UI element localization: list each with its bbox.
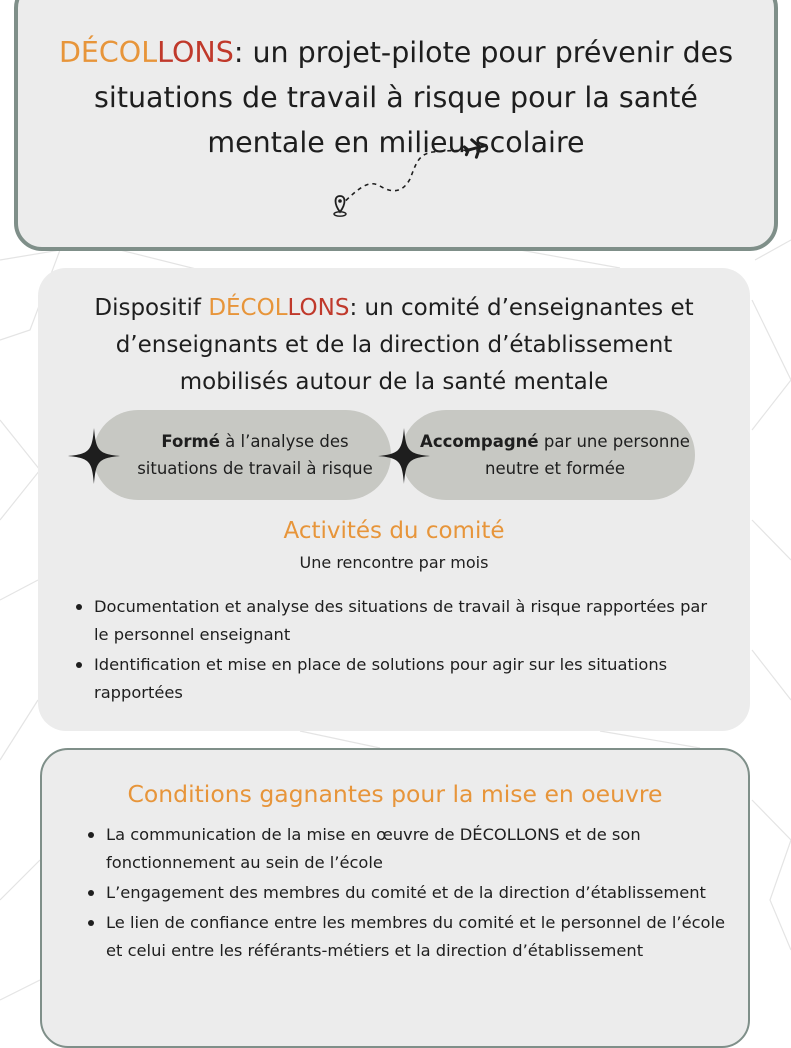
brand-part-1: DÉCOL bbox=[58, 36, 158, 69]
dashed-path bbox=[340, 150, 468, 206]
conditions-heading: Conditions gagnantes pour la mise en oeuvre bbox=[127, 780, 663, 808]
sparkle-star-icon bbox=[68, 428, 120, 484]
list-item: La communication de la mise en œuvre de DÉCOLLONS et de son fonctionnement au sein de l’école bbox=[86, 821, 746, 877]
brand-part-2: LONS bbox=[287, 295, 350, 321]
flight-path-illustration bbox=[318, 134, 498, 229]
dispositif-card bbox=[38, 268, 750, 731]
dispositif-title bbox=[38, 290, 750, 401]
activities-subtitle: Une rencontre par mois bbox=[299, 553, 489, 572]
intro-card bbox=[14, 0, 778, 251]
brand-part-1: DÉCOL bbox=[208, 295, 288, 321]
pill-forme bbox=[93, 410, 391, 500]
dispositif-prefix: Dispositif bbox=[94, 295, 209, 321]
list-item: L’engagement des membres du comité et de la direction d’établissement bbox=[86, 879, 746, 907]
pill-accompagne-text: par une personne neutre et formée bbox=[485, 432, 690, 478]
conditions-list bbox=[86, 821, 746, 967]
airplane-icon bbox=[463, 137, 488, 160]
pill-accompagne bbox=[401, 410, 695, 500]
pill-forme-text: à l’analyse des situations de travail à risque bbox=[137, 432, 373, 478]
pill-forme-bold: Formé bbox=[161, 432, 220, 451]
brand-part-2: LONS bbox=[157, 36, 234, 69]
activities-heading: Activités du comité bbox=[283, 518, 505, 544]
location-pin-icon bbox=[334, 196, 346, 216]
list-item: Documentation et analyse des situations de travail à risque rapportées par le personnel enseignant bbox=[74, 593, 724, 649]
title-rest: : un projet-pilote pour prévenir des situations de travail à risque pour la santé mentale en milieu scolaire bbox=[94, 36, 734, 159]
pill-accompagne-bold: Accompagné bbox=[420, 432, 539, 451]
list-item: Le lien de confiance entre les membres du comité et le personnel de l’école et celui entre les référants-métiers et la direction d’établissement bbox=[86, 909, 746, 965]
dispositif-title-rest: : un comité d’enseignantes et d’enseignants et de la direction d’établissement mobilisés autour de la santé mentale bbox=[115, 295, 694, 395]
sparkle-star-icon bbox=[378, 428, 430, 484]
conditions-card bbox=[40, 748, 750, 1048]
list-item: Identification et mise en place de solutions pour agir sur les situations rapportées bbox=[74, 651, 724, 707]
activities-list bbox=[74, 593, 724, 709]
